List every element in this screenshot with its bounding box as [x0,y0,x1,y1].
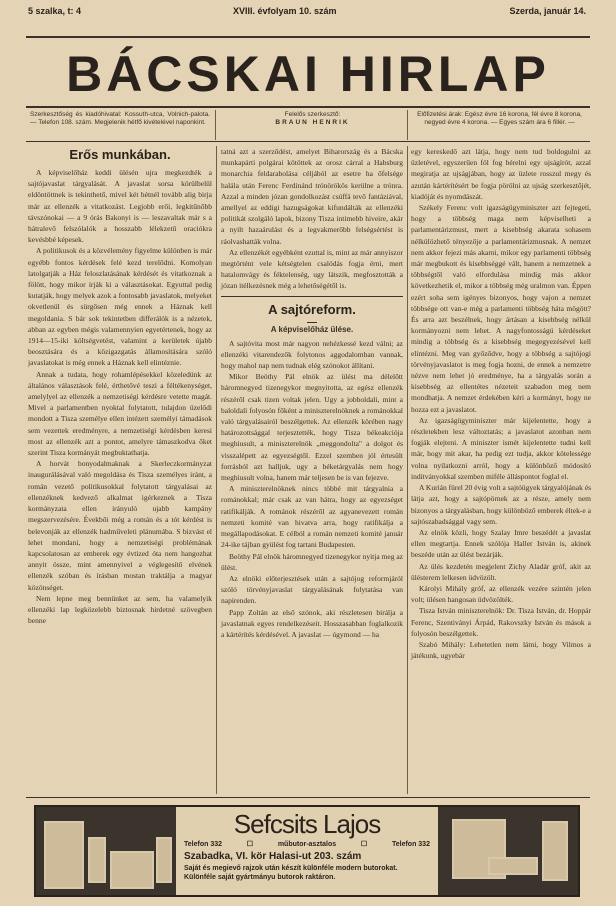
ad-phone: Telefon 332 [184,841,222,848]
paragraph: Az elnök közli, hogy Szalay Imre beszédét a javaslat ellen megtartja. Ennek szólója Haller István is, akinek beszéde után az ülést bezárják. [411,527,591,560]
paragraph: Nem lepne meg bennünket az sem, ha valamelyik ellenzéki lap legközelebb biztosnak hirdetné szövegben benne [28,593,212,626]
volume-number: XVIII. évfolyam 10. szám [233,6,337,16]
paragraph: Az igazságügyminiszter már kijelentette, hogy a részletekben lesz változtatás; a javaslatot azonban nem fogják elejteni. A miniszter ismét kijelentette tudni kell már, hogy mit akar, ha pedig ezt tudja, akkor kötelessége volna nyilatkozni arról, hogy a különböző módosító indítványokkal szemben miféle álláspontot foglal el. [411,415,591,481]
ad-address: Szabadka, VI. kör Halasi-ut 203. szám [184,851,362,862]
paragraph: Annak a tudata, hogy rohamlépésekkel közeledünk az általános választások felé, érthetővé teszi a féltékenységet, amelylyel az ellenzék a nemzetiségi kérdésre vetette magát. Mivel a parlamentben nyoktal folytatott, tulajdon üzelődi mondott a Tisza személye ellen intézett személyi támadások sem vezettek eredményre, a nemzetiségi kérdésben keresi most az ellenzék azt a pontot, amelyre támaszkodva őket szerint Tisza kormányát megbuktathatja. [28,369,212,458]
article-continuation [221,146,403,794]
header-top-line [28,6,586,20]
divider [26,36,590,38]
paragraph: Papp Zoltán az első szónok, aki részletesen birálja a javaslatnak egyes rendelkezéseit. Hosszasabban foglalkozik a kártérítés kérdésével. A javaslat — úgymond — ha [221,607,403,639]
ad-text-block [176,807,438,895]
article-sajtoreform-continuation [411,146,591,794]
divider [26,797,590,798]
ad-description: Saját és megievő rajzok után készít különféle modern butorokat. Különféle saját gyártmányu butorok raktáron. [184,865,398,881]
issue-price: 5 szalka, t: 4 [28,6,82,16]
paragraph: Székely Ferenc volt igazságügyminiszter azt fejtegeti, hogy a többség maga nem képviselheti a parlamentárizmust, mert a kisebbség akarata sohasem nélkülözhető tényezője a parlamentárizmusnak. A nemzet nem akkor fejezi más akarni, mikor egy parlamenti többség már megbukott és kisebbséggé vált, hanem a nemzetnek a többségtől való elfordulása mindig más akkor következhetik el, mikor a többség még uralmon van. Éppen ezért soha sem igényes bizonyos, hogy vajon a nemzet többsége ott van-e még a parlamenti többség háta mögött? És arra azt beszélnek, hogy ártásan a kisebbség nélkül kormányozni nem lehet. A nagyfontosságú kérdéseket mindig a többség és a kisebbség megegyezésével kell elintézni. Meg van győződve, hogy a többség a sajtójogi törvényjavaslatot is meg fogja hozni, de ennek a nemzetre nézve nem lehet jó eredménye, ha a tárgyalás során a kisebbség az ellentétes nézeteit szabadon meg nem mondhatja. A nemzet érdekében kéri a kormányt, hogy ne hozza ezt a javaslatot. [411,203,591,414]
editor-name: BRAUN HENRIK [275,119,350,126]
office-info: Szerkesztőség és kiadóhivatal: Kossuth-utca, Volnich-palota. — Telefon 108. szám. Megjelenik hétfő kivételével naponkint. [30,111,210,126]
divider [407,110,408,140]
column-divider [216,146,217,794]
editor-block [220,111,405,127]
paragraph: tatná azt a szerződést, amelyet Biharország és a Bácska munkapárti polgárai kötöttek az orosz cárral a Habsburg monarchia feldarabolása céljából az esetre ha őfelsége halála után Ferenc Ferdinánd trónörökös kerülne a trónra. Azzal a minden józan gondolkozást csúffá tevő fantáziával, amellyel az eddigi hazugságokat kifundálták az ellenzéki politikát szolgáló lapok, bizony Tisza intimebb hiveire, akár a nyilt hazaárulást és a legvakmerőbb felségsértést is ráolvashatták volna. [221,147,403,246]
kitchen-furniture-illustration [438,807,578,895]
divider [307,322,317,323]
article-title: A sajtóreform. [268,301,356,317]
paragraph: Mikor Beöthy Pál elnök az ülést ma délelőtt háromnegyed tizenegykor megnyitotta, az egész ellenzék részéről csak tizen voltak jelen. Ugy a jobboldali, mint a baloldali folyosón főként a miniszterelnöknek a románokkal való tárgyalásairól beszélgettek. Az ellenzék körében nagy határozottsággal terjesztették, hogy Tisza békeakciója meghiusult, a miniszterelnök „meggondolta" a dolgot és visszalépett az egyezségtől. Ezzel szemben jól értesült forrásból azt halljuk, ugy a béketárgyalás nem hogy meghiusult volna, hanem már teljesen be is van fejezve. [221,372,403,483]
paragraph: A politikusok és a közvélemény figyelme különben is már egyébb fontos kérdések felé kezd terelődni. Komolyan latolgatják a Ház feloszlatásának kérdését és vitatkoznak a fölött, hogy mikor írják ki a választásokat. Egyuttal pedig kutatják, hogy melyek azok a fontosabb javaslatok, melyeket okvetlenül és sürgősen még ennek a Háznak kell megoldania. S bár sok tekintetben differálók is a nézetek, abban az egyben mégis valamennyien egyetértenek, hogy az 1914—15-iki költségvetést, valamint a kerületek újabb beosztására és a közigazgatás államosítására szóló javaslatokat is még ennek a Háznak kell elintéznie. [28,246,212,368]
editor-label: Felelős szerkesztő: [284,111,341,118]
bedroom-furniture-illustration [36,807,176,895]
issue-date: Szerda, január 14. [509,6,586,16]
paragraph: Az ellenzékét egyébként ezuttal is, mint az már annyiszor megtörtént vele kétségtelen csalódás fogja érni, mert hatalomvágy és féktelenség, ugy látszik, megfosztották a józan itélkezésnek még a lehetőségétől is. [221,247,403,291]
paragraph: A Kurián fürel 20 évig volt a sajtóügyek tárgyalójának és látja azt, hogy a sajtópörnek az a része, amely nem bizonyos a tárgyalásban, hogy különböző emberek éltek-e a sajtószabadsággal vagy sem. [411,483,591,526]
divider [26,141,590,142]
article-eros-munkaban [28,146,212,794]
paragraph: Az ülés kezdetén megjelent Zichy Aladár gróf, akit az ülésterem lelkesen üdvözölt. [411,561,591,582]
ad-trade: műbutor-asztalos [277,841,337,848]
paragraph: Tisza István miniszterelnök: Dr. Tisza István, dr. Hoppár Ferenc, Szentiványi Árpád, Rakovszky István és mások a folyosón beszélgettek. [411,606,591,638]
ad-phone: Telefon 332 [391,841,430,848]
paragraph: Szabó Mihály: Lehetetlen nem látni, hogy Vilmos a játékunk, ugyebár [411,639,591,661]
divider [221,296,403,297]
column-divider [407,146,408,794]
paragraph: Beöthy Pál elnök háromnegyed tizenegykor nyitja meg az ülést. [221,551,403,572]
paragraph: Az elnöki előterjesztések után a sajtójog reformjáról szóló törvényjavaslat tárgyalásának folytatása van napirenden. [221,573,403,606]
paragraph: A miniszterelnöknek nincs többé mit tárgyalnia a románokkal; már csak az van hátra, hogy az egyezséget ratifikálják. A románok részéről az agyanevezett román nemzeti komité van hivatva arra, hogy ratifikálja a megállapodásokat. E célból a román nemzeti komité január 24-ike tájban gyülést fog tartani Budapesten. [221,484,403,550]
paragraph: A sajtóvita most már nagyon nehézkessé kezd válni; az ellenzéki vitarendezők folytonos aggodalomban vannak, hogy mahol nap nem tudnak elég szónokot állítani. [221,338,403,371]
square-icon: ☐ [360,841,368,848]
paragraph: egy kereskedő azt látja, hogy nem tud boldogulni az üzletével, egyszerűen föl fog bérelni egy ujságírót, azzal megiratja az ujságjában, hogy az üzlete rosszul megy és azután kártérítésért be fogja pörölni az ujság szerkesztőjét, kiadóját és nyomdászát. [411,147,591,201]
paragraph: A képviselőház keddi ülésén ujra megkezdték a sajtójavaslat tárgyalását. A javaslat sorsa körülbelül eldöntöttnek is tekinthető, mivel két hétnél tovább alig birja már az ellenzék a vitatkozást. Legjobb erői, legkitűnőbb távszónokai — a 9 órás Bakonyi is — leszavaltak már s a hátralevő felszólalók a hosszabb lélekzetű oraciókra kevésbbé képesek. [28,168,212,245]
article-title: Erős munkában. [69,147,171,162]
article-subtitle: A képviselőház ülése. [270,324,354,334]
subscription-info: Előfizetési árak: Egész évre 16 korona, fél évre 8 korona, negyed évre 4 korona. — Egyes szám ára 6 fillér. — [417,111,582,126]
advertisement-sefcsits [34,805,580,897]
square-icon: ☐ [246,841,254,848]
ad-company-name: Sefcsits Lajos [233,809,381,839]
divider [215,110,216,140]
masthead-title: BÁCSKAI HIRLAP [66,46,550,102]
paragraph: A horvát bonyodalmaknak a Skerleczkormányzat inaugurálásával való megoldása és Tisza személyes iránt, a román vezető politikusokkal folytatott tárgyalásai az ellenzéknek kedvező alkalmat igérkeznek a Tisza kormányzata ellen irányuló ujabb kampány megszervezésére. Évekbői még a román és a tót kérdést is belevonják az ellenzék hadműveleti plánumába. S bizvást el lehet mondani, hogy a nemzetiségi problémának kapcsolatosan az emberek egy évtized óta nem hangozhat annyit össze, mint amennyivel a véglegesítő elvének ellenzék szóban és írásban mostan traktálja a magyar közönséget. [28,459,212,592]
divider [26,106,590,108]
paragraph: Károlyi Mihály gróf, az ellenzék vezére szintén jelen volt; ülésen hangosan üdvözölték. [411,583,591,605]
